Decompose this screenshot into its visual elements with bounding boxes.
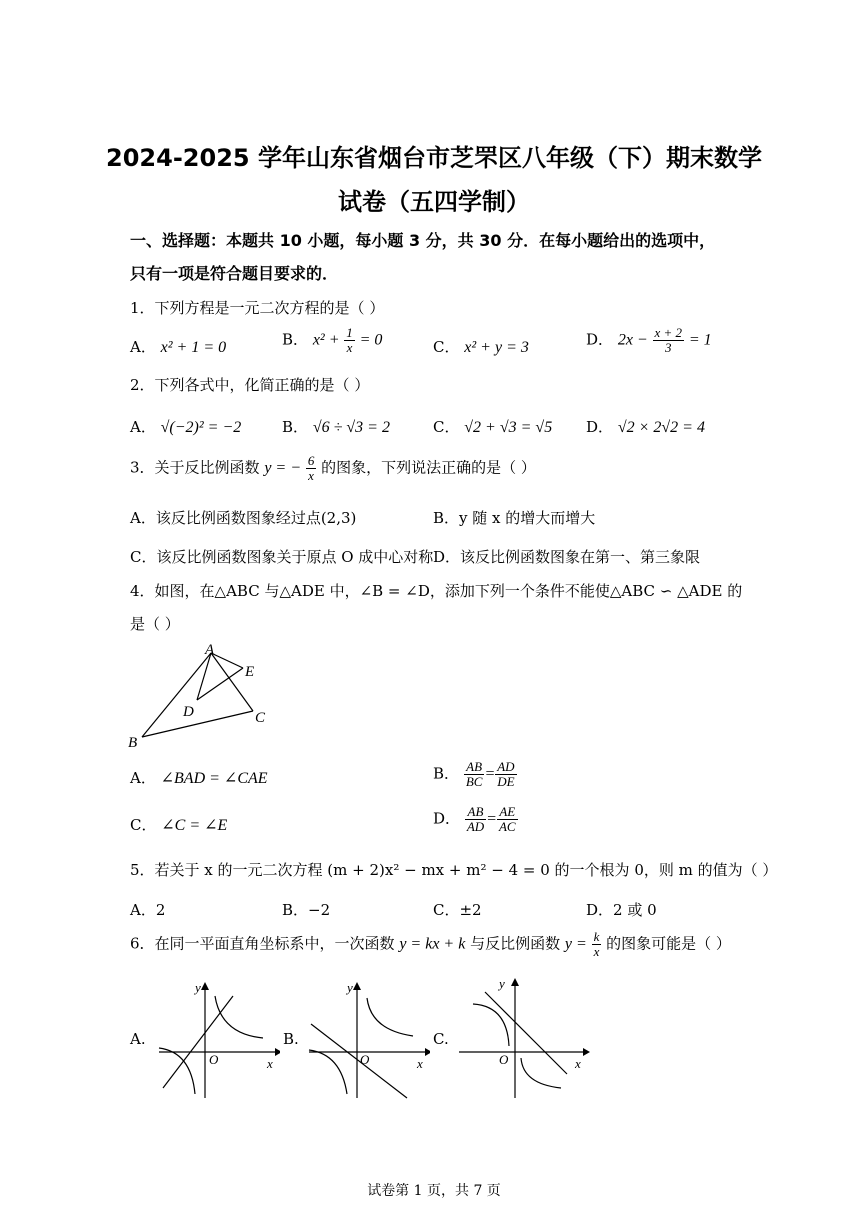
q2-b-math: √6 ÷ √3 = 2: [312, 419, 390, 436]
q1-b-label: B．: [282, 330, 309, 349]
line-graph: [163, 996, 233, 1088]
q1-option-a[interactable]: [130, 336, 226, 357]
q2-option-b[interactable]: [282, 416, 390, 437]
q6-stem-math-1: y = kx + k: [399, 935, 466, 953]
section-heading: 一、选择题：本题共 10 小题，每小题 3 分，共 30 分．在每小题给出的选项中，: [130, 231, 716, 250]
q2-b-label: B．: [282, 418, 309, 436]
q6-stem-text-post: 的图象可能是（ ）: [606, 934, 731, 953]
q4-stem-cont: 是（ ）: [130, 615, 180, 633]
q3-option-c[interactable]: C．该反比例函数图象关于原点 O 成中心对称: [130, 548, 434, 566]
q6-option-b-label[interactable]: B.: [283, 1030, 299, 1048]
q2-d-label: D．: [586, 418, 614, 436]
q4-option-c[interactable]: [130, 814, 227, 835]
q2-d-math: √2 × 2√2 = 4: [617, 419, 705, 436]
q6-stem: [130, 930, 731, 959]
q1-b-math: x² +: [312, 331, 340, 349]
q4-d-fraction-1: $\frac{AB}{AD}$: [466, 804, 485, 834]
q5-option-b[interactable]: B．−2: [282, 901, 331, 919]
y-axis-arrow: [201, 982, 209, 990]
q1-c-math: x² + y = 3: [464, 339, 529, 356]
q5-option-a[interactable]: A．2: [130, 901, 166, 919]
segment-de: [197, 668, 243, 700]
q4-b-equals: =: [484, 765, 496, 783]
page-subtitle: 试卷（五四学制）: [338, 188, 530, 216]
hyperbola-branch-2: [309, 1050, 347, 1094]
q6-stem-fraction: $\frac{k}{x}$: [593, 929, 600, 959]
origin-label: O: [209, 1052, 219, 1067]
q6-stem-math-2: y =: [564, 935, 587, 953]
q4-a-math: ∠BAD = ∠CAE: [160, 770, 268, 787]
q5-stem: 5．若关于 x 的一元二次方程 (m + 2)x² − mx + m² − 4 = 0 的一个根为 0，则 m 的值为（ ）: [130, 861, 778, 879]
q3-option-b[interactable]: B．y 随 x 的增大而增大: [433, 509, 596, 527]
q3-stem-math: y = −: [264, 459, 302, 477]
label-c: C: [255, 710, 266, 726]
q2-stem: 2．下列各式中，化简正确的是（ ）: [130, 376, 370, 394]
q3-stem-text-post: 的图象，下列说法正确的是（ ）: [321, 458, 536, 477]
q4-stem: 4．如图，在△ABC 与△ADE 中，∠B = ∠D，添加下列一个条件不能使△ABC ∽ △ADE 的: [130, 582, 743, 600]
q1-d-fraction: $\frac{x + 2}{3}$: [654, 325, 683, 355]
q6-stem-text-mid: 与反比例函数: [470, 934, 561, 953]
q5-option-d[interactable]: D．2 或 0: [586, 901, 657, 919]
segment-bc: [142, 711, 253, 737]
x-label: x: [267, 1056, 273, 1071]
q4-b-fraction-1: $\frac{AB}{BC}$: [465, 759, 483, 789]
q1-option-d[interactable]: [586, 326, 712, 355]
q4-option-a[interactable]: [130, 767, 268, 788]
q3-stem-fraction: $\frac{6}{x}$: [307, 453, 315, 483]
q6-graph-b[interactable]: [305, 978, 430, 1100]
q4-d-fraction-2: $\frac{AE}{AC}$: [498, 804, 516, 834]
q4-b-fraction-2: $\frac{AD}{DE}$: [497, 759, 515, 789]
q1-b-fraction: $\frac{1}{x}$: [346, 325, 353, 355]
q2-c-math: √2 + √3 = √5: [464, 419, 553, 436]
y-label: y: [347, 980, 353, 995]
q2-c-label: C．: [433, 418, 460, 436]
q1-c-label: C．: [433, 338, 460, 356]
origin-label: O: [499, 1052, 509, 1067]
page-footer: 试卷第 1 页，共 7 页: [367, 1183, 501, 1199]
q3-stem-text: 3．关于反比例函数: [130, 458, 260, 477]
q4-c-label: C．: [130, 816, 157, 834]
q3-option-a[interactable]: A．该反比例函数图象经过点(2,3): [130, 509, 357, 527]
x-label: x: [417, 1056, 423, 1071]
q4-a-label: A．: [130, 769, 156, 787]
segment-ad: [197, 653, 211, 700]
hyperbola-branch-1: [215, 996, 263, 1038]
x-axis-arrow: [583, 1048, 590, 1056]
y-label: y: [499, 976, 505, 991]
q2-option-c[interactable]: [433, 416, 552, 437]
q4-option-b[interactable]: [433, 760, 517, 789]
segment-ab: [142, 653, 211, 737]
q3-option-d[interactable]: D．该反比例函数图象在第一、第三象限: [433, 548, 701, 566]
section-heading-cont: 只有一项是符合题目要求的．: [130, 264, 339, 283]
x-label: x: [575, 1056, 581, 1071]
q2-option-d[interactable]: [586, 416, 705, 437]
q6-graph-c[interactable]: [455, 972, 590, 1100]
q4-d-label: D．: [433, 809, 461, 828]
page-title: 2024-2025 学年山东省烟台市芝罘区八年级（下）期末数学: [106, 144, 762, 172]
q1-option-c[interactable]: [433, 336, 529, 357]
q1-d-label: D．: [586, 330, 614, 349]
x-axis-arrow: [425, 1048, 430, 1056]
q4-c-math: ∠C = ∠E: [161, 817, 228, 834]
x-axis-arrow: [275, 1048, 280, 1056]
q3-stem: [130, 454, 536, 483]
q1-d-math-post: = 1: [688, 331, 712, 349]
q1-stem: 1．下列方程是一元二次方程的是（ ）: [130, 299, 385, 317]
hyperbola-branch-1: [367, 998, 413, 1036]
label-d: D: [183, 704, 194, 720]
label-e: E: [245, 664, 255, 680]
q4-b-label: B．: [433, 764, 460, 783]
q1-b-math-post: = 0: [359, 331, 383, 349]
line-graph: [485, 992, 567, 1074]
segment-ac: [211, 653, 253, 711]
q4-option-d[interactable]: [433, 805, 518, 834]
q1-d-math: 2x −: [617, 331, 648, 349]
q6-stem-text: 6．在同一平面直角坐标系中，一次函数: [130, 934, 395, 953]
q4-triangle-figure: [125, 640, 275, 752]
y-label: y: [195, 980, 201, 995]
origin-label: O: [360, 1052, 370, 1067]
q1-a-math: x² + 1 = 0: [160, 339, 227, 356]
q2-a-label: A．: [130, 418, 156, 436]
q1-option-b[interactable]: [282, 326, 382, 355]
label-b: B: [128, 735, 138, 751]
q1-a-label: A．: [130, 338, 156, 356]
y-axis-arrow: [353, 982, 361, 990]
q5-option-c[interactable]: C．±2: [433, 901, 482, 919]
line-graph: [311, 1024, 407, 1098]
q6-graph-a[interactable]: [155, 978, 280, 1100]
q6-option-a-label[interactable]: A.: [130, 1030, 146, 1048]
label-a: A: [205, 642, 215, 658]
q2-option-a[interactable]: [130, 416, 241, 437]
q2-a-math: √(−2)² = −2: [160, 419, 242, 436]
q6-option-c-label[interactable]: C.: [433, 1030, 449, 1048]
y-axis-arrow: [511, 978, 519, 986]
q4-d-equals: =: [486, 810, 497, 828]
